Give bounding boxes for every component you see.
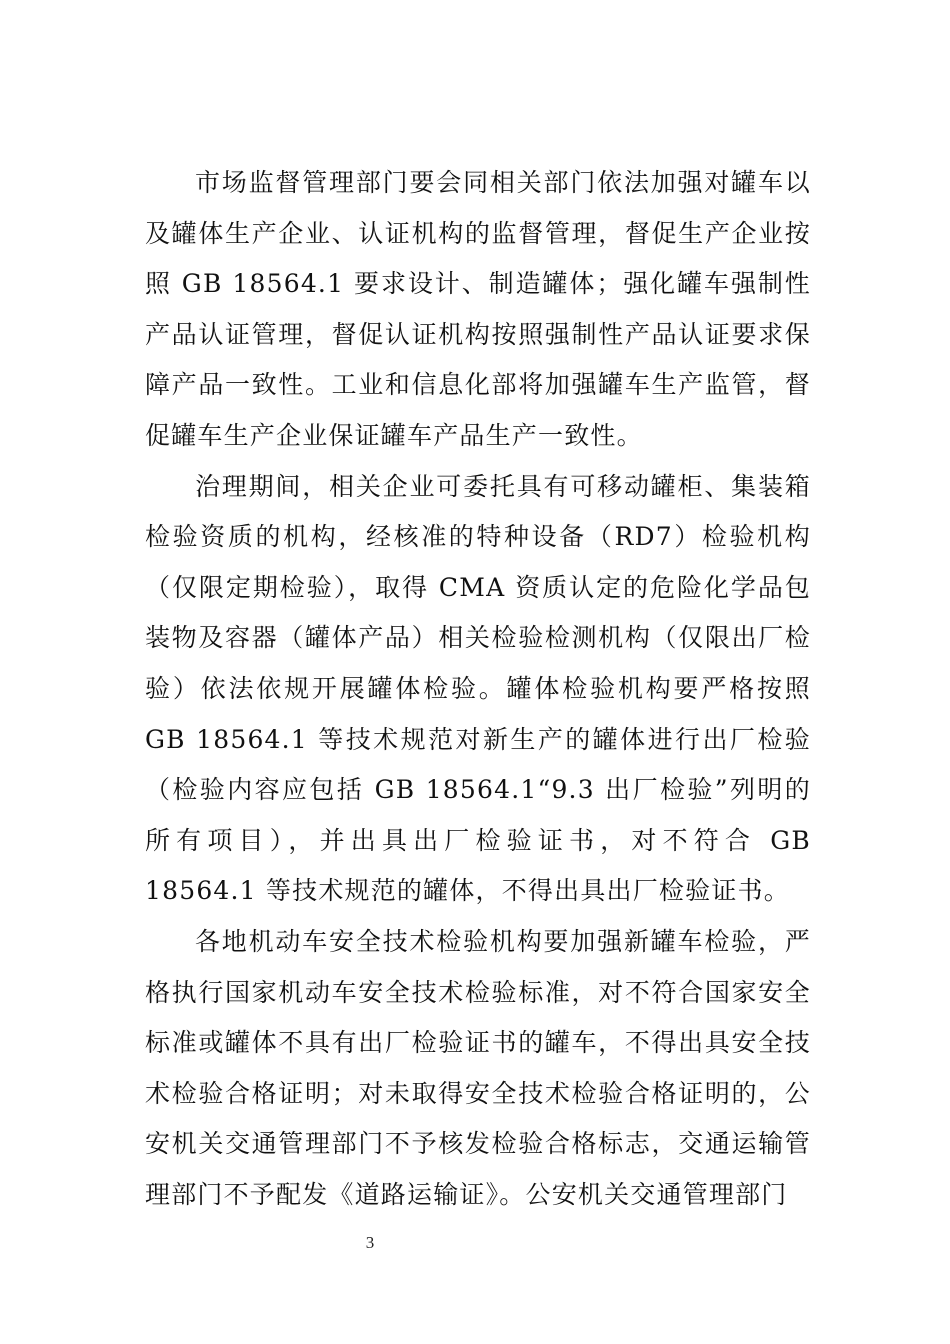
- page-number: 3: [365, 1233, 375, 1252]
- paragraph-market-supervision: 市场监督管理部门要会同相关部门依法加强对罐车以及罐体生产企业、认证机构的监督管理，督促生产企业按照 GB 18564.1 要求设计、制造罐体；强化罐车强制性产品认证管理，督促认证机构按照强制性产品认证要求保障产品一致性。工业和信息化部将加强罐车生产监管，督促罐车生产企业保证罐车产品生产一致性。: [145, 168, 811, 450]
- paragraph-vehicle-inspection: 各地机动车安全技术检验机构要加强新罐车检验，严格执行国家机动车安全技术检验标准，对不符合国家安全标准或罐体不具有出厂检验证书的罐车，不得出具安全技术检验合格证明；对未取得安全技术检验合格证明的，公安机关交通管理部门不予核发检验合格标志，交通运输管理部门不予配发《道路运输证》。公安机关交通管理部门: [145, 926, 811, 1209]
- document-body: [145, 158, 811, 1220]
- paragraph-tank-inspection: 治理期间，相关企业可委托具有可移动罐柜、集装箱检验资质的机构，经核准的特种设备（RD7）检验机构（仅限定期检验），取得 CMA 资质认定的危险化学品包装物及容器（罐体产品）相关检验检测机构（仅限出厂检验）依法依规开展罐体检验。罐体检验机构要严格按照 GB 18564.1 等技术规范对新生产的罐体进行出厂检验（检验内容应包括 GB 18564.1“9.3 出厂检验”列明的所有项目），并出具出厂检验证书，对不符合 GB 18564.1 等技术规范的罐体，不得出具出厂检验证书。: [145, 471, 811, 906]
